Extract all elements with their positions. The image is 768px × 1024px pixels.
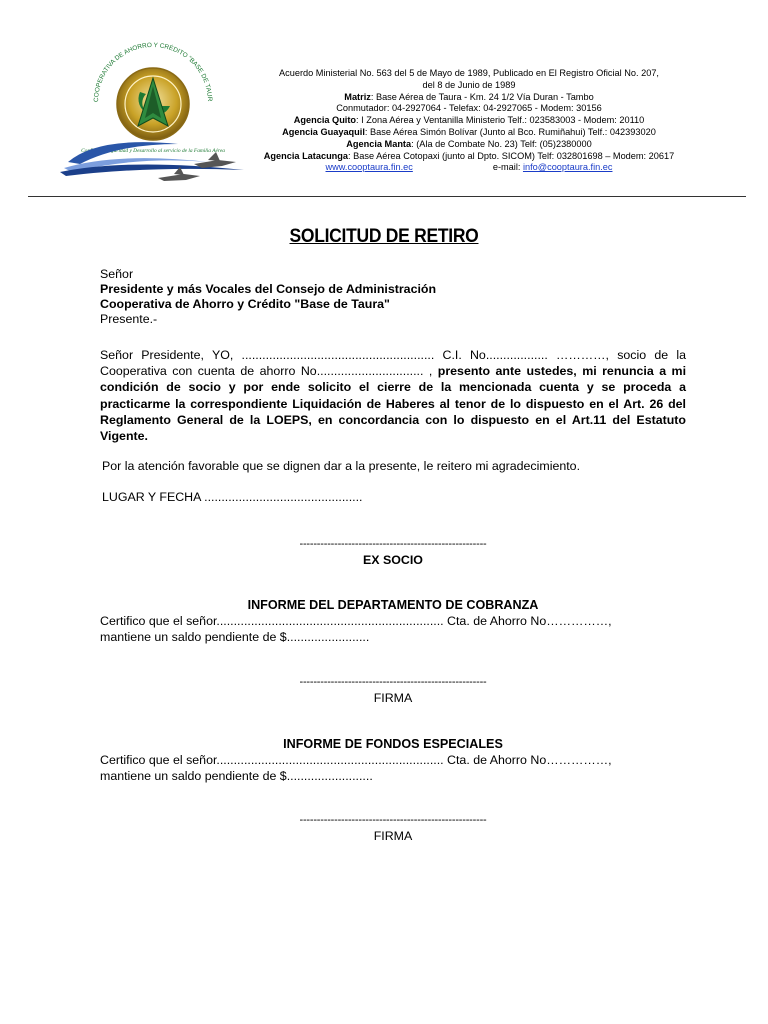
firma-label: FIRMA [373,829,413,843]
cobranza-title: INFORME DEL DEPARTAMENTO DE COBRANZA [247,598,539,612]
cooperative-logo [58,40,248,190]
email-row: e-mail: info@cooptaura.fin.ec [492,162,613,173]
header-matriz: Matriz: Base Aérea de Taura - Km. 24 1/2 Vía Duran - Tambo [344,91,594,102]
firma-label: FIRMA [373,691,413,705]
logo-ring-text: COOPERATIVA DE AHORRO Y CRÉDITO "BASE DE TAUR [92,41,214,103]
addressee-line: Presidente y más Vocales del Consejo de Administración [100,282,437,296]
institution-header [250,68,688,174]
website-link[interactable]: www.cooptaura.fin.ec [325,162,413,173]
header-agencia-guayaquil: Agencia Guayaquil: Base Aérea Simón Bolívar (Junto al Bco. Rumiñahui) Telf.: 042393020 [282,126,656,137]
greeting: Señor [100,267,134,281]
signature-line: ------------------------------------------------------ [299,814,487,826]
header-links [250,162,688,174]
fondos-certificate [100,753,700,784]
cobranza-certificate [100,614,700,645]
document-title: SOLICITUD DE RETIRO [289,226,479,247]
header-conmutador: Conmutador: 04-2927064 - Telefax: 04-2927065 - Modem: 30156 [336,103,602,114]
cert-line: mantiene un saldo pendiente de $......................... [100,768,373,783]
cert-line: Certifico que el señor.................................................................. Cta. de Ahorro No……………, [100,753,612,767]
addressee-line: Cooperativa de Ahorro y Crédito "Base de Taura" [100,297,390,311]
header-agencia-latacunga: Agencia Latacunga: Base Aérea Cotopaxi (junto al Dpto. SICOM) Telf: 032801698 – Modem: 20617 [263,150,675,161]
email-link[interactable]: info@cooptaura.fin.ec [522,162,613,173]
request-text-bold: presento ante ustedes, mi renuncia a mi condición de socio y por ende solicito el cierre de la mencionada cuenta y se proceda a practicarme la correspondiente Liquidación de Haberes al tenor de lo dispuesto en el Art. 26 del Reglamento General de la LOEPS, en concordancia con lo dispuesto en el Art.11 del Estatuto Vigente. [100,364,687,444]
presente: Presente.- [100,312,158,326]
header-line: del 8 de Junio de 1989 [422,79,516,90]
addressee-block [100,267,686,327]
cert-line: mantiene un saldo pendiente de $........................ [100,629,370,644]
header-line: Acuerdo Ministerial No. 563 del 5 de Mayo de 1989, Publicado en El Registro Oficial No. 207, [279,68,659,78]
place-date-field: LUGAR Y FECHA .............................................. [102,490,363,504]
request-paragraph [100,347,686,444]
ex-socio-label: EX SOCIO [363,553,423,567]
thanks-line: Por la atención favorable que se dignen dar a la presente, le reitero mi agradecimiento. [102,459,581,473]
svg-text:Confianza, Seguridad y Desarro: Confianza, Seguridad y Desarrollo al servicio de la Familia Aérea [81,148,225,154]
signature-line: ------------------------------------------------------ [299,676,487,688]
header-divider [28,196,746,197]
cert-line: Certifico que el señor.................................................................. Cta. de Ahorro No……………, [100,614,612,628]
request-text: Señor Presidente, YO, ........................................................ C.I. No.................. …………, socio de la Cooperativa con cuenta de ahorro No............................... , [100,348,686,379]
header-agencia-manta: Agencia Manta: (Ala de Combate No. 23) Telf: (05)2380000 [346,138,592,149]
fondos-title: INFORME DE FONDOS ESPECIALES [283,737,503,751]
header-agencia-quito: Agencia Quito: I Zona Aérea y Ventanilla Ministerio Telf.: 023583003 - Modem: 20110 [293,115,645,126]
signature-line: ------------------------------------------------------ [299,538,487,550]
